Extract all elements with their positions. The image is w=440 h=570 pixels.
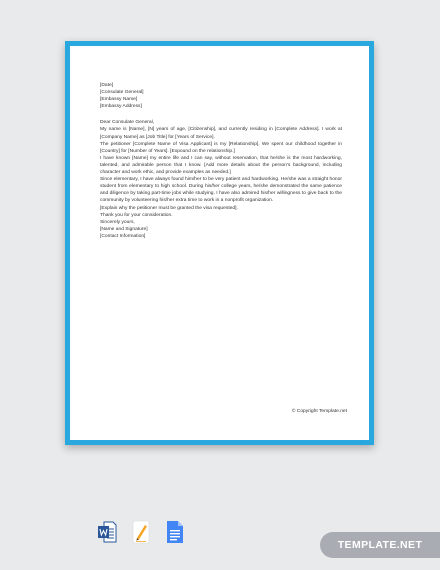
recipient-address [100,89,342,110]
recipient-line: [Embassy Address] [100,104,142,110]
brand-badge: TEMPLATE.NET [320,532,440,558]
sign-off: Sincerely yours, [100,219,135,225]
recipient-line: [Embassy Name] [100,97,138,103]
letter-body [100,82,342,240]
paragraph: Since elementary, I have always found him/her to be very patient and hardworking. He/she was a straight honor student from elementary to high school. During his/her college years, he/she demonstrated the same patience and diligence by taking part-time jobs while studying. I have also admired his/her willingness to give back to the community by volunteering his/her extra time to work in a nonprofit organization. [100,177,342,204]
signature-line: [Name and Signature] [100,226,148,232]
pages-icon[interactable] [131,520,151,544]
letter-date: [Date] [100,83,114,88]
document-page [65,41,374,445]
google-docs-icon[interactable] [165,520,185,544]
paragraph: I have known [Name] my entire life and I can say, without reservation, that he/she is the most hardworking, talented, and admirable person that I know. [Add more details about the person's background, including character and work ethic, and provide examples as needed.] [100,155,342,176]
salutation: Dear Consulate General, [100,120,155,126]
paragraph: The petitioner [Complete Name of Visa Applicant] is my [Relationship]. We spent our childhood together in [Country] for [Number of Years]. [Expound on the relationship.] [100,141,342,154]
recipient-line: [Consulate General] [100,90,144,96]
app-format-icons [97,520,185,544]
contact-line: [Contact Information] [100,233,146,239]
paragraph: [Explain why the petitioner must be granted the visa requested]. [100,205,238,211]
closing-thanks: Thank you for your consideration. [100,212,173,218]
paragraph: My name is [Name], [N] years of age, [Citizenship], and currently residing in [Complete Address]. I work at [Company Name] as [Job Title] for [Years of Service]. [100,127,342,140]
copyright-notice: © Copyright Template.net [291,409,347,414]
word-icon[interactable] [97,520,117,544]
